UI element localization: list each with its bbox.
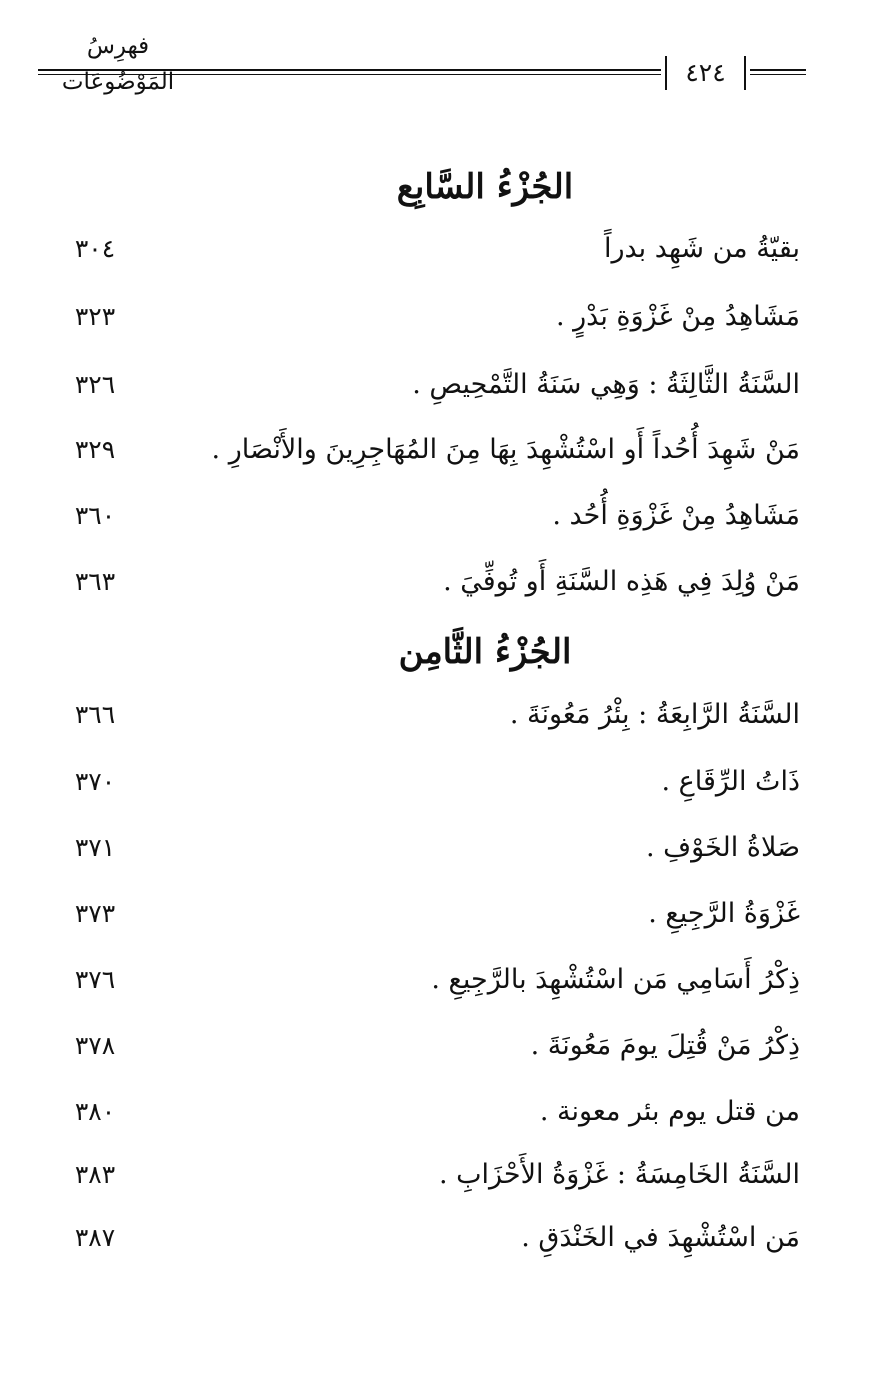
toc-entry-page: ٣٢٣ — [74, 302, 116, 331]
toc-entry-title: مَشَاهِدُ مِنْ غَزْوَةِ بَدْرٍ . — [555, 301, 800, 332]
toc-entry-page: ٣٧٣ — [74, 899, 116, 928]
toc-entry-page: ٣٧٨ — [74, 1031, 116, 1060]
toc-entry — [60, 491, 800, 541]
toc-entry — [60, 889, 800, 939]
toc-entry — [60, 224, 800, 274]
toc-entry — [60, 1087, 800, 1137]
page-number: ٤٢٤ — [665, 56, 746, 90]
toc-entry-page: ٣٨٣ — [74, 1160, 116, 1189]
part-heading: الجُزْءُ السَّابِع — [396, 167, 574, 207]
toc-entry-title: ذَاتُ الرِّقَاعِ . — [661, 766, 800, 797]
toc-entry-title: السَّنَةُ الخَامِسَةُ : غَزْوَةُ الأَحْزَابِ . — [438, 1159, 800, 1190]
toc-entry — [60, 955, 800, 1005]
toc-entry-title: مَشَاهِدُ مِنْ غَزْوَةِ أُحُد . — [552, 500, 800, 531]
toc-entry — [60, 757, 800, 807]
toc-entry — [60, 292, 800, 342]
toc-entry-page: ٣٦٠ — [74, 501, 116, 530]
toc-entry-page: ٣٠٤ — [74, 234, 116, 263]
toc-entry-title: بقيّةُ من شَهِد بدراً — [603, 233, 800, 264]
toc-entry-title: من قتل يوم بئر معونة . — [539, 1096, 800, 1127]
toc-entry-title: صَلاةُ الخَوْفِ . — [645, 832, 800, 863]
header-rule — [38, 69, 661, 71]
toc-entry-page: ٣٦٣ — [74, 567, 116, 596]
toc-entry-title: غَزْوَةُ الرَّجِيعِ . — [648, 898, 800, 929]
toc-entry-title: ذِكْرُ مَنْ قُتِلَ يومَ مَعُونَةَ . — [530, 1030, 800, 1061]
toc-entry — [60, 690, 800, 740]
toc-entry-page: ٣٧١ — [74, 833, 116, 862]
toc-entry-page: ٣٨٠ — [74, 1097, 116, 1126]
toc-entry — [60, 360, 800, 410]
toc-entry-title: مَن اسْتُشْهِدَ في الخَنْدَقِ . — [521, 1222, 800, 1253]
toc-entry — [60, 1213, 800, 1263]
toc-entry-page: ٣٢٦ — [74, 370, 116, 399]
toc-entry-title: مَنْ شَهِدَ أُحُداً أَو اسْتُشْهِدَ بِهَا مِنَ المُهَاجِرِينَ والأَنْصَارِ . — [211, 434, 800, 465]
toc-entry-page: ٣٦٦ — [74, 700, 116, 729]
running-header-title: فهرِسُ المَوْضُوعَات — [61, 33, 175, 95]
toc-entry — [60, 1150, 800, 1200]
header-rule — [750, 74, 806, 75]
toc-entry-title: السَّنَةُ الثَّالِثَةُ : وَهِي سَنَةُ التَّمْحِيصِ . — [412, 369, 800, 400]
toc-entry-title: السَّنَةُ الرَّابِعَةُ : بِئْرُ مَعُونَةَ . — [509, 699, 800, 730]
toc-entry-title: ذِكْرُ أَسَامِي مَن اسْتُشْهِدَ بالرَّجِيعِ . — [431, 964, 800, 995]
header-rule — [750, 69, 806, 71]
part-heading: الجُزْءُ الثَّامِن — [398, 632, 572, 672]
toc-entry-title: مَنْ وُلِدَ فِي هَذِه السَّنَةِ أَو تُوفِّيَ . — [443, 566, 800, 597]
toc-entry-page: ٣٨٧ — [74, 1223, 116, 1252]
header-rule — [38, 74, 661, 75]
toc-entry — [60, 823, 800, 873]
toc-entry — [60, 557, 800, 607]
toc-entry — [60, 1021, 800, 1071]
toc-entry-page: ٣٢٩ — [74, 435, 116, 464]
toc-entry-page: ٣٧٠ — [74, 767, 116, 796]
toc-entry-page: ٣٧٦ — [74, 965, 116, 994]
toc-entry — [60, 425, 800, 475]
